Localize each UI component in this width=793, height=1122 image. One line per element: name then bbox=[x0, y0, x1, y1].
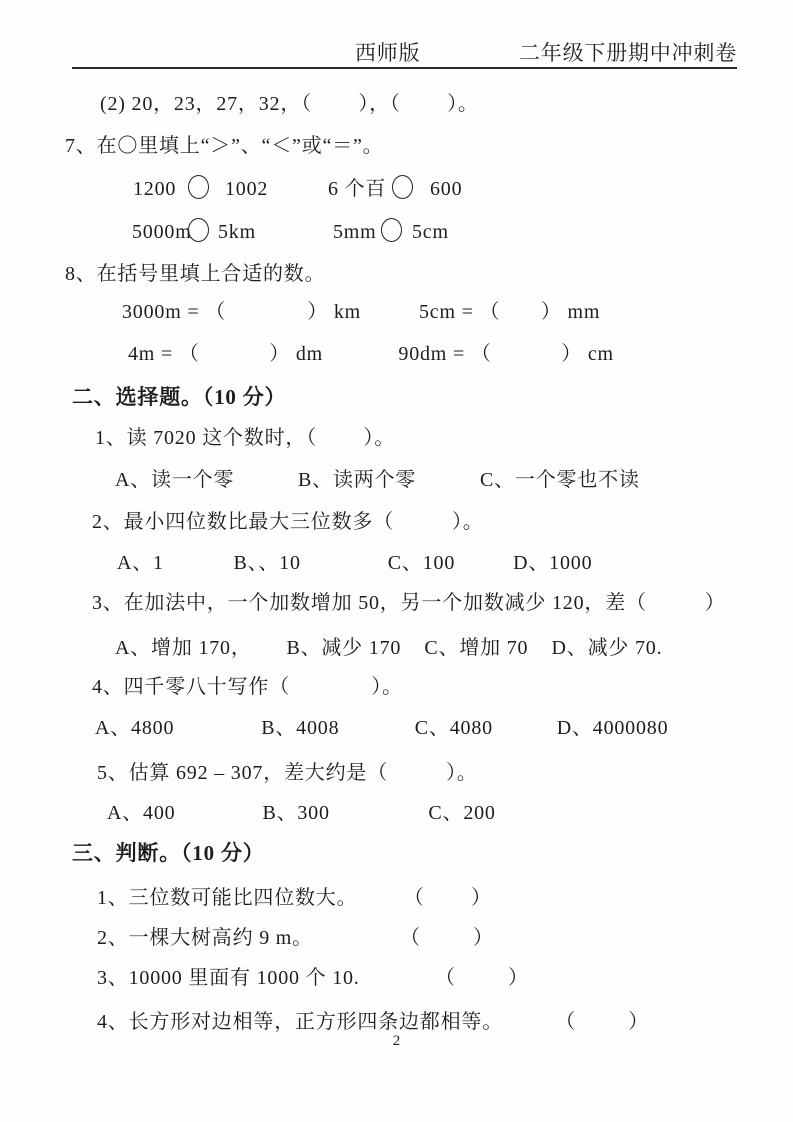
compare-value: 1002 bbox=[225, 178, 269, 200]
page-number: 2 bbox=[392, 1033, 401, 1049]
s3-question-1: 1、三位数可能比四位数大。 （ ） bbox=[97, 887, 492, 909]
s3-question-2: 2、一棵大树高约 9 m。 （ ） bbox=[97, 927, 494, 949]
compare-value: 5km bbox=[218, 221, 256, 243]
section-2-title: 二、选择题。（10 分） bbox=[72, 385, 287, 409]
question-8-title: 8、在括号里填上合适的数。 bbox=[65, 263, 326, 285]
s3-question-4: 4、长方形对边相等，正方形四条边都相等。 （ ） bbox=[97, 1011, 649, 1033]
compare-value: 5mm bbox=[333, 221, 377, 243]
question-8-row2: 4m = （ ） dm 90dm = （ ） cm bbox=[128, 343, 614, 365]
compare-value: 1200 bbox=[133, 178, 177, 200]
s2-question-2-options: A、1 B、、10 C、100 D、1000 bbox=[117, 552, 593, 574]
comparison-circle bbox=[188, 218, 209, 242]
s2-question-1: 1、读 7020 这个数时，（ ）。 bbox=[95, 427, 395, 449]
compare-value: 5000m bbox=[132, 221, 192, 243]
section-3-title: 三、判断。（10 分） bbox=[72, 841, 265, 865]
s2-question-3: 3、在加法中，一个加数增加 50，另一个加数减少 120，差（ ） bbox=[92, 592, 726, 614]
comparison-circle bbox=[188, 175, 209, 199]
question-8-row1: 3000m = （ ） km 5cm = （ ） mm bbox=[122, 301, 601, 323]
s2-question-1-options: A、读一个零 B、读两个零 C、一个零也不读 bbox=[115, 469, 640, 491]
compare-value: 600 bbox=[430, 178, 463, 200]
comparison-circle bbox=[381, 218, 402, 242]
s2-question-5: 5、估算 692 – 307，差大约是（ ）。 bbox=[97, 762, 478, 784]
question-7-title: 7、在〇里填上“＞”、“＜”或“＝”。 bbox=[65, 135, 384, 157]
header-edition: 西师版 bbox=[355, 41, 421, 65]
header-rule bbox=[72, 67, 737, 69]
comparison-circle bbox=[392, 175, 413, 199]
s2-question-3-options: A、增加 170， B、减少 170 C、增加 70 D、减少 70. bbox=[115, 637, 663, 659]
compare-value: 6 个百 bbox=[328, 178, 387, 200]
header-title: 二年级下册期中冲刺卷 bbox=[519, 41, 737, 65]
compare-value: 5cm bbox=[412, 221, 449, 243]
sequence-fill-item: (2) 20，23，27，32，（ ），（ ）。 bbox=[100, 93, 479, 115]
s2-question-5-options: A、400 B、300 C、200 bbox=[107, 802, 496, 824]
s2-question-2: 2、最小四位数比最大三位数多（ ）。 bbox=[92, 511, 484, 533]
s2-question-4-options: A、4800 B、4008 C、4080 D、4000080 bbox=[95, 717, 669, 739]
s3-question-3: 3、10000 里面有 1000 个 10. （ ） bbox=[97, 967, 529, 989]
s2-question-4: 4、四千零八十写作（ ）。 bbox=[92, 676, 403, 698]
